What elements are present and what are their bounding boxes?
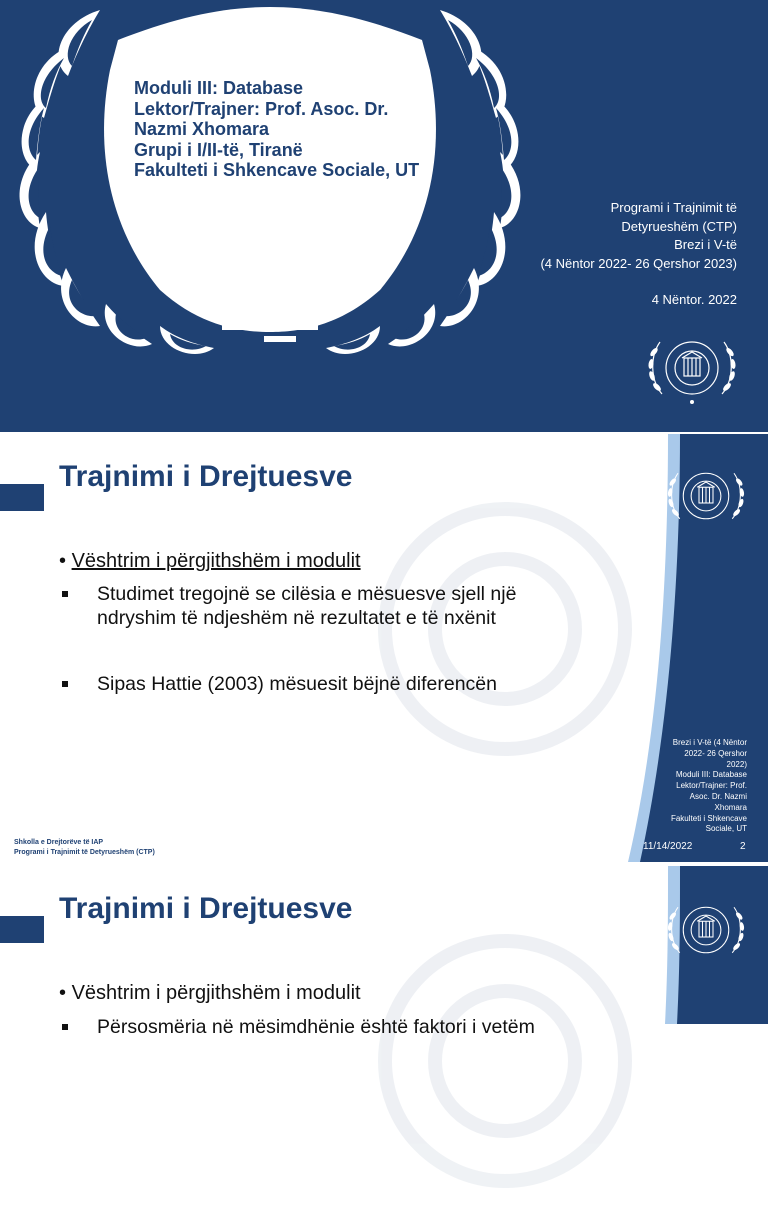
sidebar-line: Sociale, UT — [705, 824, 747, 834]
bullet-text — [97, 672, 497, 696]
sidebar-line: Brezi i V-të (4 Nëntor — [672, 738, 747, 747]
program-info — [540, 199, 737, 310]
bullet-line: ndryshim të ndjeshëm në rezultatet e të nxënit — [97, 607, 496, 629]
bullet-marker — [62, 1024, 68, 1030]
seal-watermark-icon — [355, 896, 655, 1226]
bullet-line: Studimet tregojnë se cilësia e mësuesve sjell një — [97, 583, 517, 605]
content-slide — [0, 866, 768, 1038]
module-line: Nazmi Xhomara — [134, 119, 270, 139]
sidebar-line: 2022) — [726, 759, 747, 769]
sidebar-line: Lektor/Trajner: Prof. — [676, 781, 747, 791]
accent-bar — [0, 484, 44, 511]
footer-line: Programi i Trajnimit të Detyrueshëm (CTP) — [14, 849, 155, 856]
page-number: 2 — [740, 841, 746, 852]
school-seal-icon — [664, 462, 748, 530]
laurel-wreath-icon — [0, 0, 540, 432]
sidebar-line: Xhomara — [714, 802, 747, 812]
school-seal-icon — [664, 896, 748, 964]
program-line: Detyrueshëm (CTP) — [621, 218, 737, 234]
program-line: Brezi i V-të — [674, 237, 737, 252]
footer-date: 11/14/2022 — [643, 841, 693, 852]
slide-footer — [14, 838, 155, 858]
section-heading-text: Vështrim i përgjithshëm i modulit — [71, 982, 361, 1004]
school-seal-icon — [644, 330, 740, 406]
module-line: Moduli III: Database — [134, 78, 304, 98]
footer-line: Shkolla e Drejtorëve të IAP — [14, 839, 104, 846]
sidebar-line: 2022- 26 Qershor — [684, 748, 747, 758]
accent-bar — [0, 916, 44, 943]
module-line: Lektor/Trajner: Prof. Asoc. Dr. — [134, 98, 389, 119]
bullet-line: Sipas Hattie (2003) mësuesit bëjnë diferencën — [97, 673, 497, 695]
title-slide — [0, 0, 768, 432]
module-line: Fakulteti i Shkencave Sociale, UT — [134, 160, 420, 180]
bullet-text — [97, 582, 516, 630]
module-info — [134, 78, 419, 181]
sidebar-line: Fakulteti i Shkencave — [670, 813, 747, 823]
sidebar-line: Asoc. Dr. Nazmi — [689, 791, 747, 801]
module-line: Grupi i I/II-të, Tiranë — [134, 139, 303, 160]
slide-title: Trajnimi i Drejtuesve — [59, 460, 353, 493]
section-heading-text: Vështrim i përgjithshëm i modulit — [71, 550, 361, 572]
section-heading — [59, 550, 361, 573]
program-line: (4 Nëntor 2022- 26 Qershor 2023) — [540, 255, 737, 271]
sidebar-line: Moduli III: Database — [675, 770, 747, 780]
bullet-text: Përsosmëria në mësimdhënie është faktori i vetëm — [97, 1016, 535, 1038]
content-slide — [0, 434, 768, 862]
sidebar-info — [647, 738, 747, 835]
section-heading — [59, 982, 361, 1005]
slide-date: 4 Nëntor. 2022 — [651, 292, 737, 307]
slide-title: Trajnimi i Drejtuesve — [59, 892, 353, 925]
bullet-dot: • — [59, 982, 67, 1004]
bullet-marker — [62, 591, 68, 597]
bullet-dot: • — [59, 550, 67, 572]
program-line: Programi i Trajnimit të — [610, 200, 737, 215]
bullet-marker — [62, 681, 68, 687]
